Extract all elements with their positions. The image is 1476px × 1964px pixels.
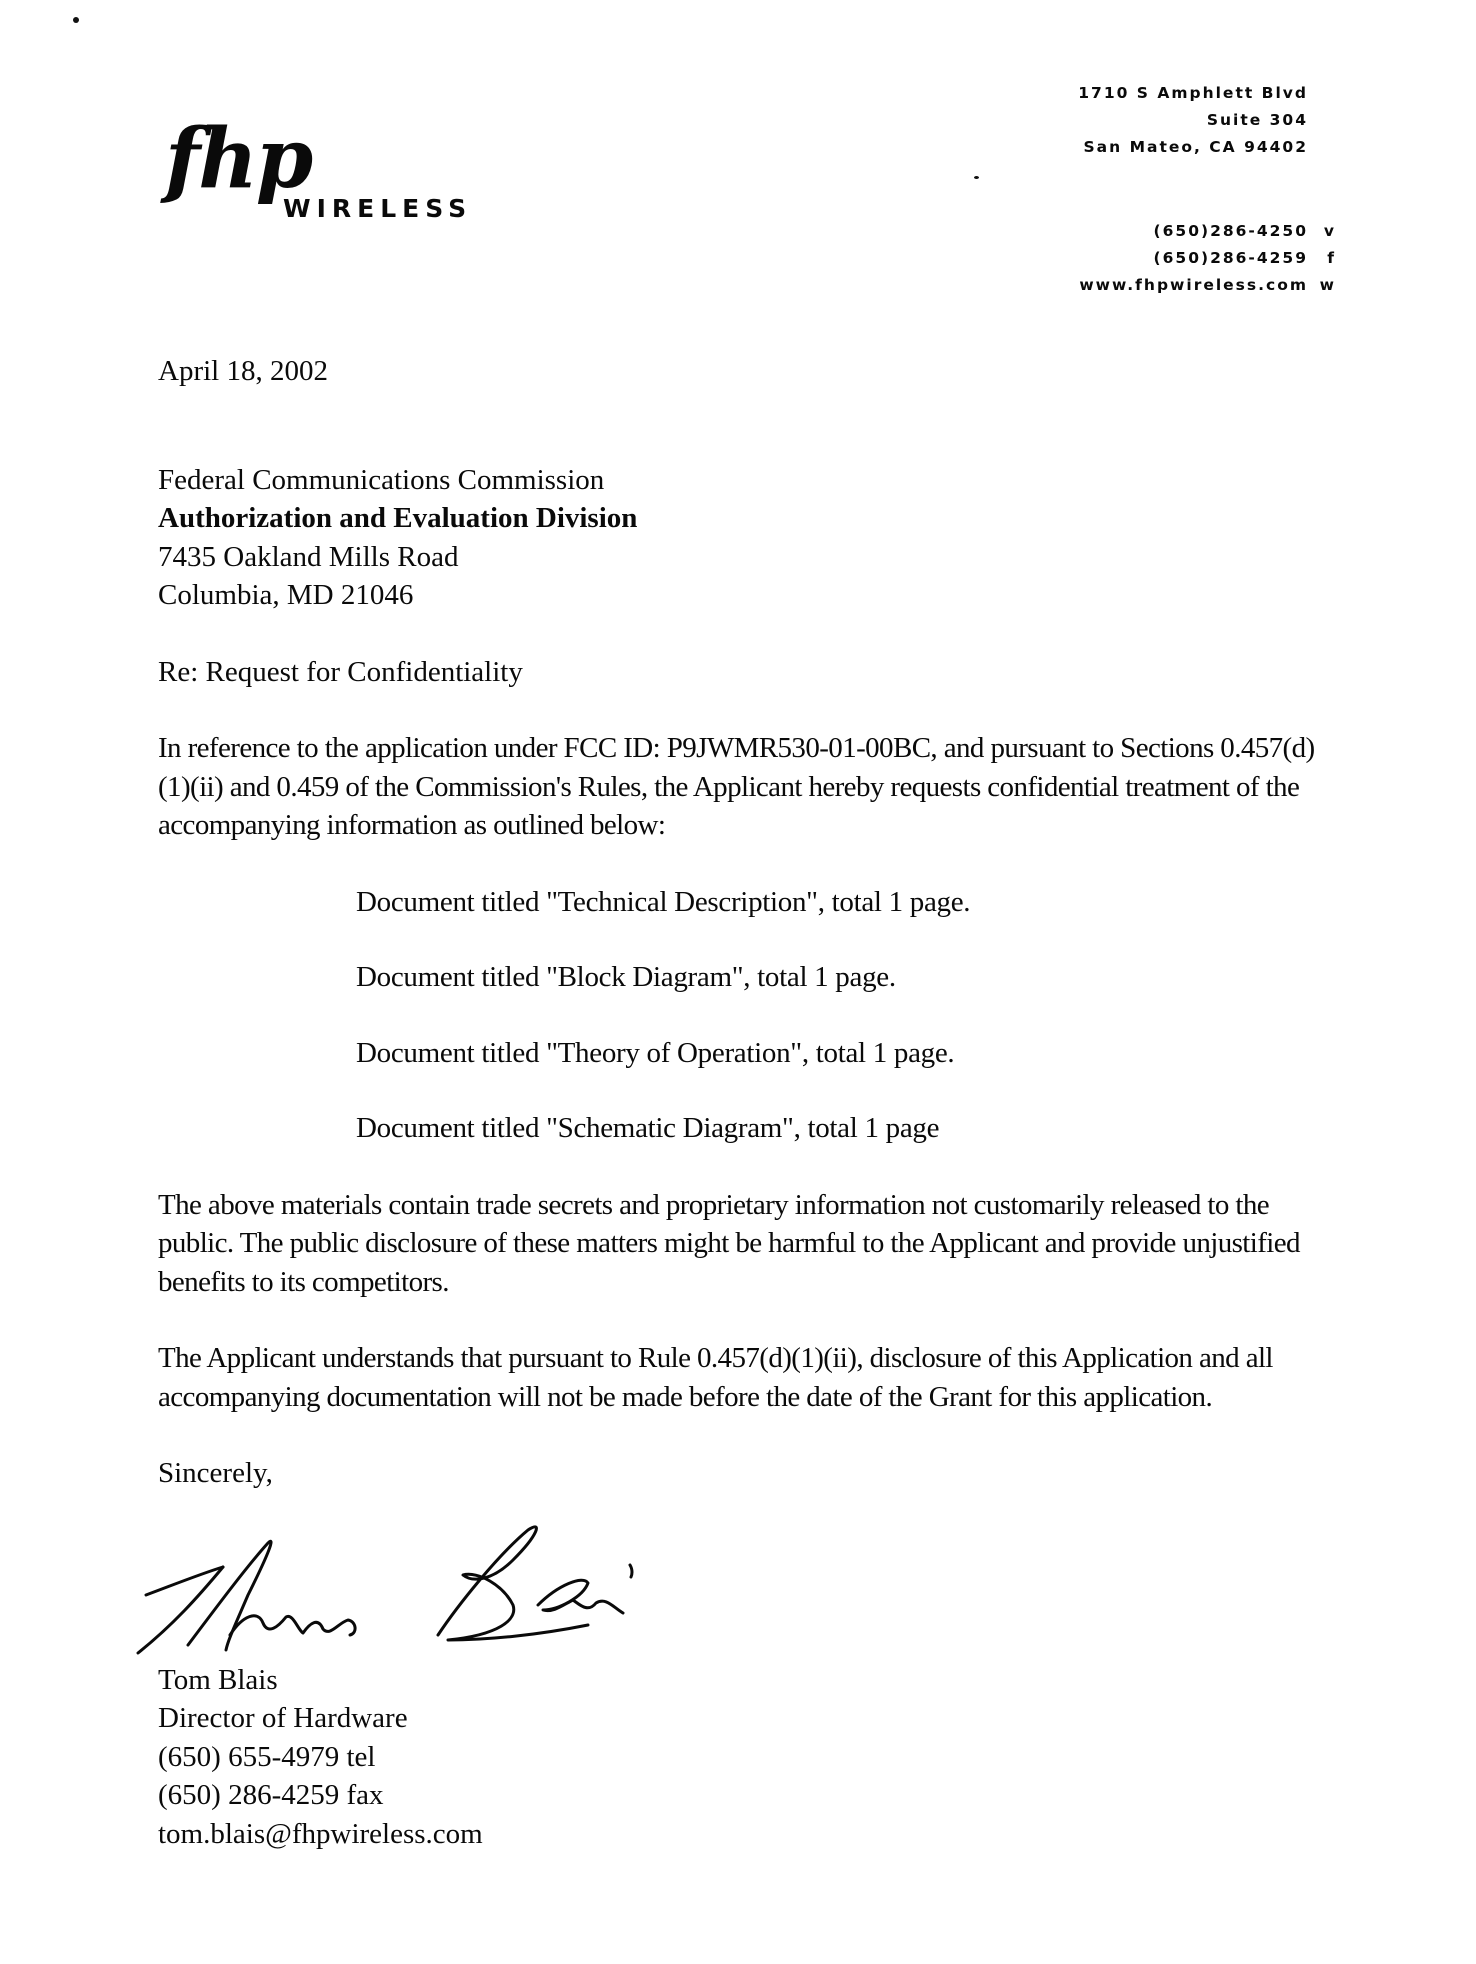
contact-type: w bbox=[1319, 276, 1336, 294]
contact-value: www.fhpwireless.com bbox=[1079, 276, 1308, 294]
signer-name: Tom Blais bbox=[158, 1663, 278, 1696]
contact-voice bbox=[1079, 218, 1336, 245]
scan-speck bbox=[73, 17, 79, 23]
closing: Sincerely, bbox=[158, 1457, 273, 1489]
scan-speck bbox=[974, 176, 979, 179]
logo-subtitle: WIRELESS bbox=[283, 194, 473, 223]
company-logo bbox=[165, 111, 545, 228]
signer-fax: (650) 286-4259 fax bbox=[158, 1779, 384, 1811]
signer-block bbox=[158, 1661, 1338, 1854]
contact-value: (650)286-4259 bbox=[1153, 249, 1308, 267]
letter-body bbox=[158, 352, 1338, 1853]
contact-type: v bbox=[1323, 222, 1336, 240]
intro-paragraph: In reference to the application under FCC ID: P9JWMR530-01-00BC, and pursuant to Sections 0.457(d)(1)(ii) and 0.459 of the Commission's Rules, the Applicant hereby requests confidential treatment of the accompanying information as outlined below: bbox=[158, 732, 1315, 841]
letter-date: April 18, 2002 bbox=[158, 355, 328, 387]
recipient-address bbox=[158, 461, 1338, 615]
signature-icon bbox=[118, 1505, 678, 1655]
subject-line: Re: Request for Confidentiality bbox=[158, 655, 523, 688]
signer-title: Director of Hardware bbox=[158, 1702, 408, 1734]
trade-secrets-paragraph: The above materials contain trade secrets and proprietary information not customarily released to the public. The public disclosure of these matters might be harmful to the Applicant and provide unjustified benefits to its competitors. bbox=[158, 1188, 1300, 1298]
document-list bbox=[158, 883, 1338, 1148]
address-line: San Mateo, CA 94402 bbox=[1083, 138, 1308, 156]
signer-email: tom.blais@fhpwireless.com bbox=[158, 1817, 483, 1850]
contact-type: f bbox=[1327, 249, 1336, 267]
company-address bbox=[1078, 80, 1308, 161]
signature-drawing bbox=[118, 1505, 678, 1655]
recipient-line: Columbia, MD 21046 bbox=[158, 579, 414, 611]
logo-wordmark: fhp bbox=[165, 111, 312, 207]
recipient-line: Federal Communications Commission bbox=[158, 463, 605, 496]
recipient-line: 7435 Oakland Mills Road bbox=[158, 540, 459, 573]
address-line: Suite 304 bbox=[1206, 111, 1308, 129]
disclosure-paragraph: The Applicant understands that pursuant to Rule 0.457(d)(1)(ii), disclosure of this Application and all accompanying documentation will not be made before the date of the Grant for this application. bbox=[158, 1342, 1273, 1413]
document-list-item: Document titled "Block Diagram", total 1 page. bbox=[356, 961, 896, 993]
recipient-line: Authorization and Evaluation Division bbox=[158, 502, 638, 534]
contact-fax bbox=[1079, 245, 1336, 272]
contact-web bbox=[1079, 272, 1336, 299]
company-contact bbox=[1079, 218, 1336, 299]
document-list-item: Document titled "Schematic Diagram", total 1 page bbox=[356, 1112, 940, 1144]
signer-phone: (650) 655-4979 tel bbox=[158, 1740, 376, 1773]
address-line: 1710 S Amphlett Blvd bbox=[1078, 84, 1308, 102]
document-list-item: Document titled "Technical Description", total 1 page. bbox=[356, 885, 971, 918]
contact-value: (650)286-4250 bbox=[1153, 222, 1308, 240]
document-list-item: Document titled "Theory of Operation", total 1 page. bbox=[356, 1036, 955, 1069]
